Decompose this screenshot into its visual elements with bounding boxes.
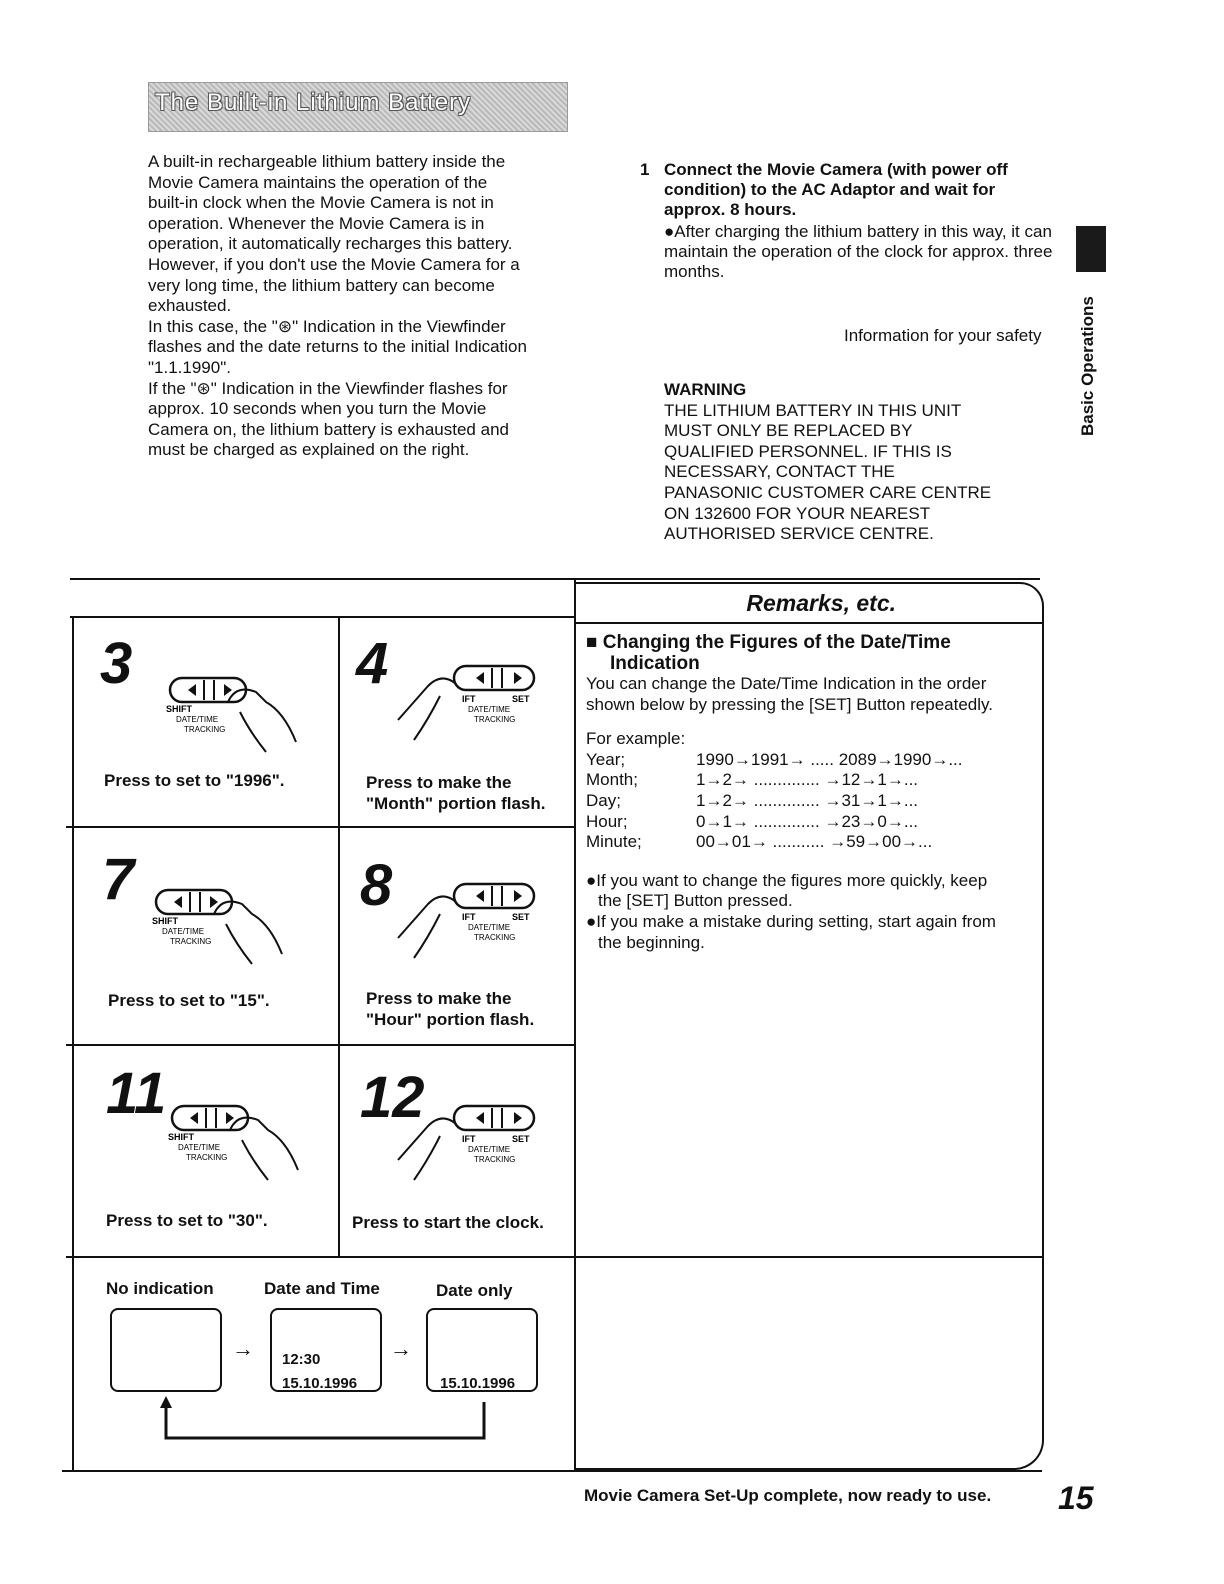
shift-set-button-icon xyxy=(392,1100,562,1200)
step-number: 3 xyxy=(100,631,133,696)
example-row: Year; 1990→1991→ ..... 2089→1990→... xyxy=(586,749,963,769)
intro-line: must be charged as explained on the right. xyxy=(148,440,470,460)
shift-label: SHIFT xyxy=(166,704,192,714)
arrow-right-icon: → xyxy=(390,1336,412,1361)
charge-step-note: ●After charging the lithium battery in this way, it can maintain the operation of the clock for approx. three months. xyxy=(664,222,1053,281)
page-number: 15 xyxy=(1058,1480,1094,1516)
remarks-bullet-cont: the [SET] Button pressed. xyxy=(598,891,793,911)
warning-title: WARNING xyxy=(664,380,747,399)
remarks-heading-cont: Indication xyxy=(610,653,700,674)
datetime-label: DATE/TIME xyxy=(178,1143,221,1152)
shift-set-button-icon xyxy=(152,884,322,984)
steps-top-rule xyxy=(70,616,576,618)
shift-set-button-icon xyxy=(166,672,336,772)
tracking-label: TRACKING xyxy=(474,715,516,724)
remarks-heading: ■ Changing the Figures of the Date/Time xyxy=(586,632,951,653)
viewfinder-no-indication xyxy=(110,1308,222,1392)
intro-line: exhausted. xyxy=(148,296,232,316)
intro-line: However, if you don't use the Movie Camera for a xyxy=(148,254,520,274)
remarks-intro-line: You can change the Date/Time Indication in the order xyxy=(586,674,987,693)
svg-text:IFT: IFT xyxy=(462,912,476,922)
tracking-label: TRACKING xyxy=(184,725,226,734)
display-time: 12:30 xyxy=(282,1351,321,1368)
remarks-intro-line: shown below by pressing the [SET] Button repeatedly. xyxy=(586,694,993,714)
table-top-rule xyxy=(70,578,1040,580)
shift-label: SHIFT xyxy=(152,916,178,926)
shift-set-button-icon xyxy=(392,878,562,978)
step-caption-line: Press to start the clock. xyxy=(352,1213,544,1232)
intro-line: very long time, the lithium battery can become xyxy=(148,275,495,295)
table-bottom-rule xyxy=(62,1470,1042,1472)
step-caption-line: Press to set to "1996". xyxy=(104,771,285,790)
warning-line: NECESSARY, CONTACT THE xyxy=(664,462,895,482)
shift-label: SHIFT xyxy=(168,1132,194,1142)
tracking-label: TRACKING xyxy=(474,1155,516,1164)
step-caption-line: "Hour" portion flash. xyxy=(366,1010,535,1029)
tracking-label: TRACKING xyxy=(170,937,212,946)
tracking-label: TRACKING xyxy=(186,1153,228,1162)
step-caption-line: Press to set to "30". xyxy=(106,1211,268,1230)
step-caption-line: Press to make the xyxy=(366,773,512,792)
example-row: Day; 1→2→ .............. →31→1→... xyxy=(586,790,919,810)
intro-line: "1.1.1990". xyxy=(148,357,231,377)
datetime-label: DATE/TIME xyxy=(468,1145,511,1154)
step-caption xyxy=(352,1212,572,1233)
example-label: For example: xyxy=(586,729,686,749)
example-row: Month; 1→2→ .............. →12→1→... xyxy=(586,770,919,790)
set-label: SET xyxy=(512,694,530,704)
charge-step-number: 1 xyxy=(640,160,650,179)
svg-text:IFT: IFT xyxy=(462,1134,476,1144)
step-caption-line: "Month" portion flash. xyxy=(366,794,546,813)
step-caption xyxy=(108,990,328,1011)
datetime-label: DATE/TIME xyxy=(176,715,219,724)
step-number: 4 xyxy=(356,631,389,696)
mode-label-date-time: Date and Time xyxy=(264,1279,380,1298)
section-side-label: Basic Operations xyxy=(1078,296,1097,436)
intro-line: In this case, the "⊛" Indication in the Viewfinder xyxy=(148,316,506,336)
mode-label-no-indication: No indication xyxy=(106,1279,214,1298)
intro-line: Camera on, the lithium battery is exhausted and xyxy=(148,419,509,439)
charge-step-heading: Connect the Movie Camera (with power off condition) to the AC Adaptor and wait for approx. 8 hours. xyxy=(664,160,1008,219)
intro-line: built-in clock when the Movie Camera is not in xyxy=(148,193,494,213)
step-caption-line: Press to set to "15". xyxy=(108,991,270,1010)
footer-text: Movie Camera Set-Up complete, now ready to use. xyxy=(584,1486,992,1505)
intro-paragraph xyxy=(148,152,568,461)
row-rule-2 xyxy=(66,1044,576,1046)
shift-set-button-icon xyxy=(392,660,562,760)
remarks-bullet: ●If you want to change the figures more quickly, keep xyxy=(586,870,988,890)
example-row: Hour; 0→1→ .............. →23→0→... xyxy=(586,811,919,831)
intro-line: Movie Camera maintains the operation of the xyxy=(148,172,488,192)
tracking-label: TRACKING xyxy=(474,933,516,942)
steps-divider-vertical xyxy=(338,616,340,1256)
intro-line: A built-in rechargeable lithium battery inside the xyxy=(148,152,506,171)
svg-text:IFT: IFT xyxy=(462,694,476,704)
row-rule-1 xyxy=(66,826,576,828)
section-tab-marker xyxy=(1076,226,1106,272)
example-row: Minute; 00→01→ ........... →59→00→... xyxy=(586,832,933,852)
shift-set-button-icon xyxy=(168,1100,338,1200)
intro-line: operation. Whenever the Movie Camera is in xyxy=(148,213,485,233)
arrow-right-icon: → xyxy=(232,1336,254,1361)
intro-line: approx. 10 seconds when you turn the Movie xyxy=(148,399,487,419)
warning-line: QUALIFIED PERSONNEL. IF THIS IS xyxy=(664,441,952,461)
intro-line: If the "⊛" Indication in the Viewfinder flashes for xyxy=(148,378,508,398)
display-date: 15.10.1996 xyxy=(440,1375,516,1392)
datetime-label: DATE/TIME xyxy=(468,923,511,932)
step-number: 11 xyxy=(106,1061,167,1126)
return-loop-arrow-icon xyxy=(150,1396,500,1446)
warning-box xyxy=(664,380,1064,545)
step-caption xyxy=(106,1210,326,1231)
step-number: 8 xyxy=(360,853,393,918)
datetime-label: DATE/TIME xyxy=(468,705,511,714)
section-title: The Built-in Lithium Battery xyxy=(155,89,472,116)
step-caption xyxy=(104,770,324,791)
display-date: 15.10.1996 xyxy=(282,1375,358,1392)
intro-line: flashes and the date returns to the initial Indication xyxy=(148,337,527,357)
step-caption-line: Press to make the xyxy=(366,989,512,1008)
mode-label-date-only: Date only xyxy=(436,1281,513,1300)
viewfinder-date-time xyxy=(270,1308,382,1392)
set-label: SET xyxy=(512,912,530,922)
step-number: 7 xyxy=(102,847,135,912)
remarks-title: Remarks, etc. xyxy=(746,590,896,616)
warning-line: ON 132600 FOR YOUR NEAREST xyxy=(664,503,931,523)
set-label: SET xyxy=(512,1134,530,1144)
warning-line: AUTHORISED SERVICE CENTRE. xyxy=(664,524,934,544)
datetime-label: DATE/TIME xyxy=(162,927,205,936)
intro-line: operation, it automatically recharges this battery. xyxy=(148,234,513,254)
remarks-bullet: ●If you make a mistake during setting, start again from xyxy=(586,911,996,931)
remarks-content xyxy=(586,632,1036,953)
warning-line: PANASONIC CUSTOMER CARE CENTRE xyxy=(664,482,992,502)
section-banner xyxy=(148,82,568,132)
step-number: 12 xyxy=(360,1065,425,1130)
viewfinder-date-only xyxy=(426,1308,538,1392)
safety-info: Information for your safety xyxy=(844,326,1042,345)
warning-line: THE LITHIUM BATTERY IN THIS UNIT xyxy=(664,400,962,420)
warning-line: MUST ONLY BE REPLACED BY xyxy=(664,421,913,441)
remarks-bullet-cont: the beginning. xyxy=(598,932,705,952)
step-caption xyxy=(366,772,566,814)
step-caption xyxy=(366,988,566,1030)
